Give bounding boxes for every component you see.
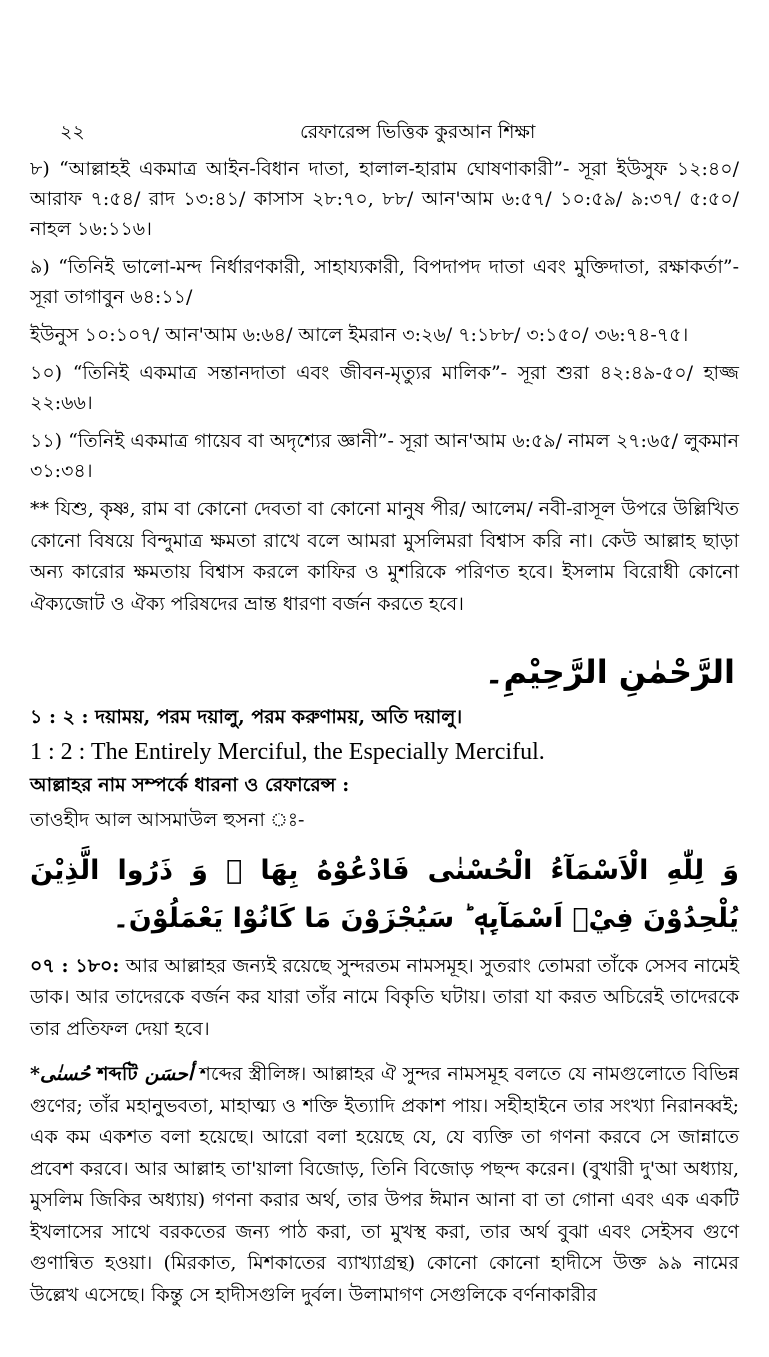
commentary-paragraph	[30, 1059, 739, 1311]
verse-bengali-translation: ১ : ২ : দয়াময়, পরম দয়ালু, পরম করুণাময়, অতি দয়ালু।	[30, 706, 463, 728]
note-paragraph: ** যিশু, কৃষ্ণ, রাম বা কোনো দেবতা বা কোনো মানুষ পীর/ আলেম/ নবী-রাসূল উপরে উল্লিখিত কোনো বিষয়ে বিন্দুমাত্র ক্ষমতা রাখে বলে আমরা মুসলিমরা বিশ্বাস করি না। কেউ আল্লাহ ছাড়া অন্য কারোর ক্ষমতায় বিশ্বাস করলে কাফির ও মুশরিকে পরিণত হবে। ইসলাম বিরোধী কোনো ঐক্যজোট ও ঐক্য পরিষদের ভ্রান্ত ধারণা বর্জন করতে হবে।	[30, 498, 739, 615]
list-item-9-references: ইউনুস ১০:১০৭/ আন'আম ৬:৬৪/ আলে ইমরান ৩:২৬/ ৭:১৮৮/ ৩:১৫০/ ৩৬:৭৪-৭৫।	[30, 324, 689, 346]
footnote-star: *	[30, 1063, 40, 1085]
page-header	[60, 118, 739, 154]
running-title: রেফারেন্স ভিত্তিক কুরআন শিক্ষা	[300, 121, 536, 143]
list-item-10: ১০) “তিনিই একমাত্র সন্তানদাতা এবং জীবন-মৃত্যুর মালিক”- সূরা শুরা ৪২:৪৯-৫০/ হাজ্জ ২২:৬৬।	[30, 362, 739, 414]
arabic-verse-ar-rahman: الرَّحْمٰنِ الرَّحِيْمِ۔	[484, 653, 735, 691]
list-item-8: ৮) “আল্লাহই একমাত্র আইন-বিধান দাতা, হালাল-হারাম ঘোষণাকারী”- সূরা ইউসুফ ১২:৪০/ আরাফ ৭:৫৪/ রাদ ১৩:৪১/ কাসাস ২৮:৭০, ৮৮/ আন'আম ৬:৫৭/ ১০:৫৯/ ৯:৩৭/ ৫:৫০/ নাহল ১৬:১১৬।	[30, 158, 739, 240]
commentary-part-1: শব্দটি	[90, 1063, 145, 1085]
section-subheading: তাওহীদ আল আসমাউল হুসনা ঃ-	[30, 809, 305, 831]
verse-7-180-translation	[30, 951, 739, 1046]
verse-translation-text: আর আল্লাহর জন্যই রয়েছে সুন্দরতম নামসমূহ। সুতরাং তোমরা তাঁকে সেসব নামেই ডাক। আর তাদেরকে বর্জন কর যারা তাঁর নামে বিকৃতি ঘটায়। তারা যা করত অচিরেই তাদেরকে তার প্রতিফল দেয়া হবে।	[30, 954, 739, 1040]
list-item-9: ৯) “তিনিই ভালো-মন্দ নির্ধারণকারী, সাহায্যকারী, বিপদাপদ দাতা এবং মুক্তিদাতা, রক্ষাকর্তা”- সূরা তাগাবুন ৬৪:১১/	[30, 256, 739, 308]
arabic-word-ahsan: أحسَن	[144, 1063, 194, 1085]
arabic-word-husna: حُسنٰى	[39, 1063, 91, 1085]
verse-reference: ০৭ : ১৮০:	[30, 954, 120, 977]
arabic-verse-7-180: وَ لِلّٰهِ الْاَسْمَآءُ الْحُسْنٰى فَادْعُوْهُ بِهَا ۪ وَ ذَرُوا الَّذِيْنَ يُلْحِدُوْنَ فِيْۤ اَسْمَآىِٕهٖ ؕ سَيُجْزَوْنَ مَا كَانُوْا يَعْمَلُوْنَ۔	[30, 854, 739, 934]
list-item-11: ১১) “তিনিই একমাত্র গায়েব বা অদৃশ্যের জ্ঞানী”- সূরা আন'আম ৬:৫৯/ নামল ২৭:৬৫/ লুকমান ৩১:৩৪।	[30, 430, 739, 482]
commentary-part-2: শব্দের স্ত্রীলিঙ্গ। আল্লাহর ঐ সুন্দর নামসমূহ বলতে যে নামগুলোতে বিভিন্ন গুণের; তাঁর মহানুভবতা, মাহাত্ম্য ও শক্তি ইত্যাদি প্রকাশ পায়। সহীহাইনে তার সংখ্যা নিরানব্বই; এক কম একশত বলা হয়েছে। আরো বলা হয়েছে যে, যে ব্যক্তি তা গণনা করবে সে জান্নাতে প্রবেশ করবে। আর আল্লাহ তা'য়ালা বিজোড়, তিনি বিজোড় পছন্দ করেন। (বুখারী দু'আ অধ্যায়, মুসলিম জিকির অধ্যায়) গণনা করার অর্থ, তার উপর ঈমান আনা বা তা গোনা এবং এক একটি ইখলাসের সাথে বরকতের জন্য পাঠ করা, তা মুখস্থ করা, তার অর্থ বুঝা এবং সেইসব গুণে গুণান্বিত হওয়া। (মিরকাত, মিশকাতের ব্যাখ্যাগ্রন্থ) কোনো কোনো হাদীসে উক্ত ৯৯ নামের উল্লেখ এসেছে। কিন্তু সে হাদীসগুলি দুর্বল। উলামাগণ সেগুলিকে বর্ণনাকারীর	[30, 1063, 739, 1306]
section-heading: আল্লাহর নাম সম্পর্কে ধারনা ও রেফারেন্স :	[30, 773, 350, 796]
verse-english-translation: 1 : 2 : The Entirely Merciful, the Especially Merciful.	[30, 738, 545, 765]
page-number: ২২	[60, 121, 85, 143]
